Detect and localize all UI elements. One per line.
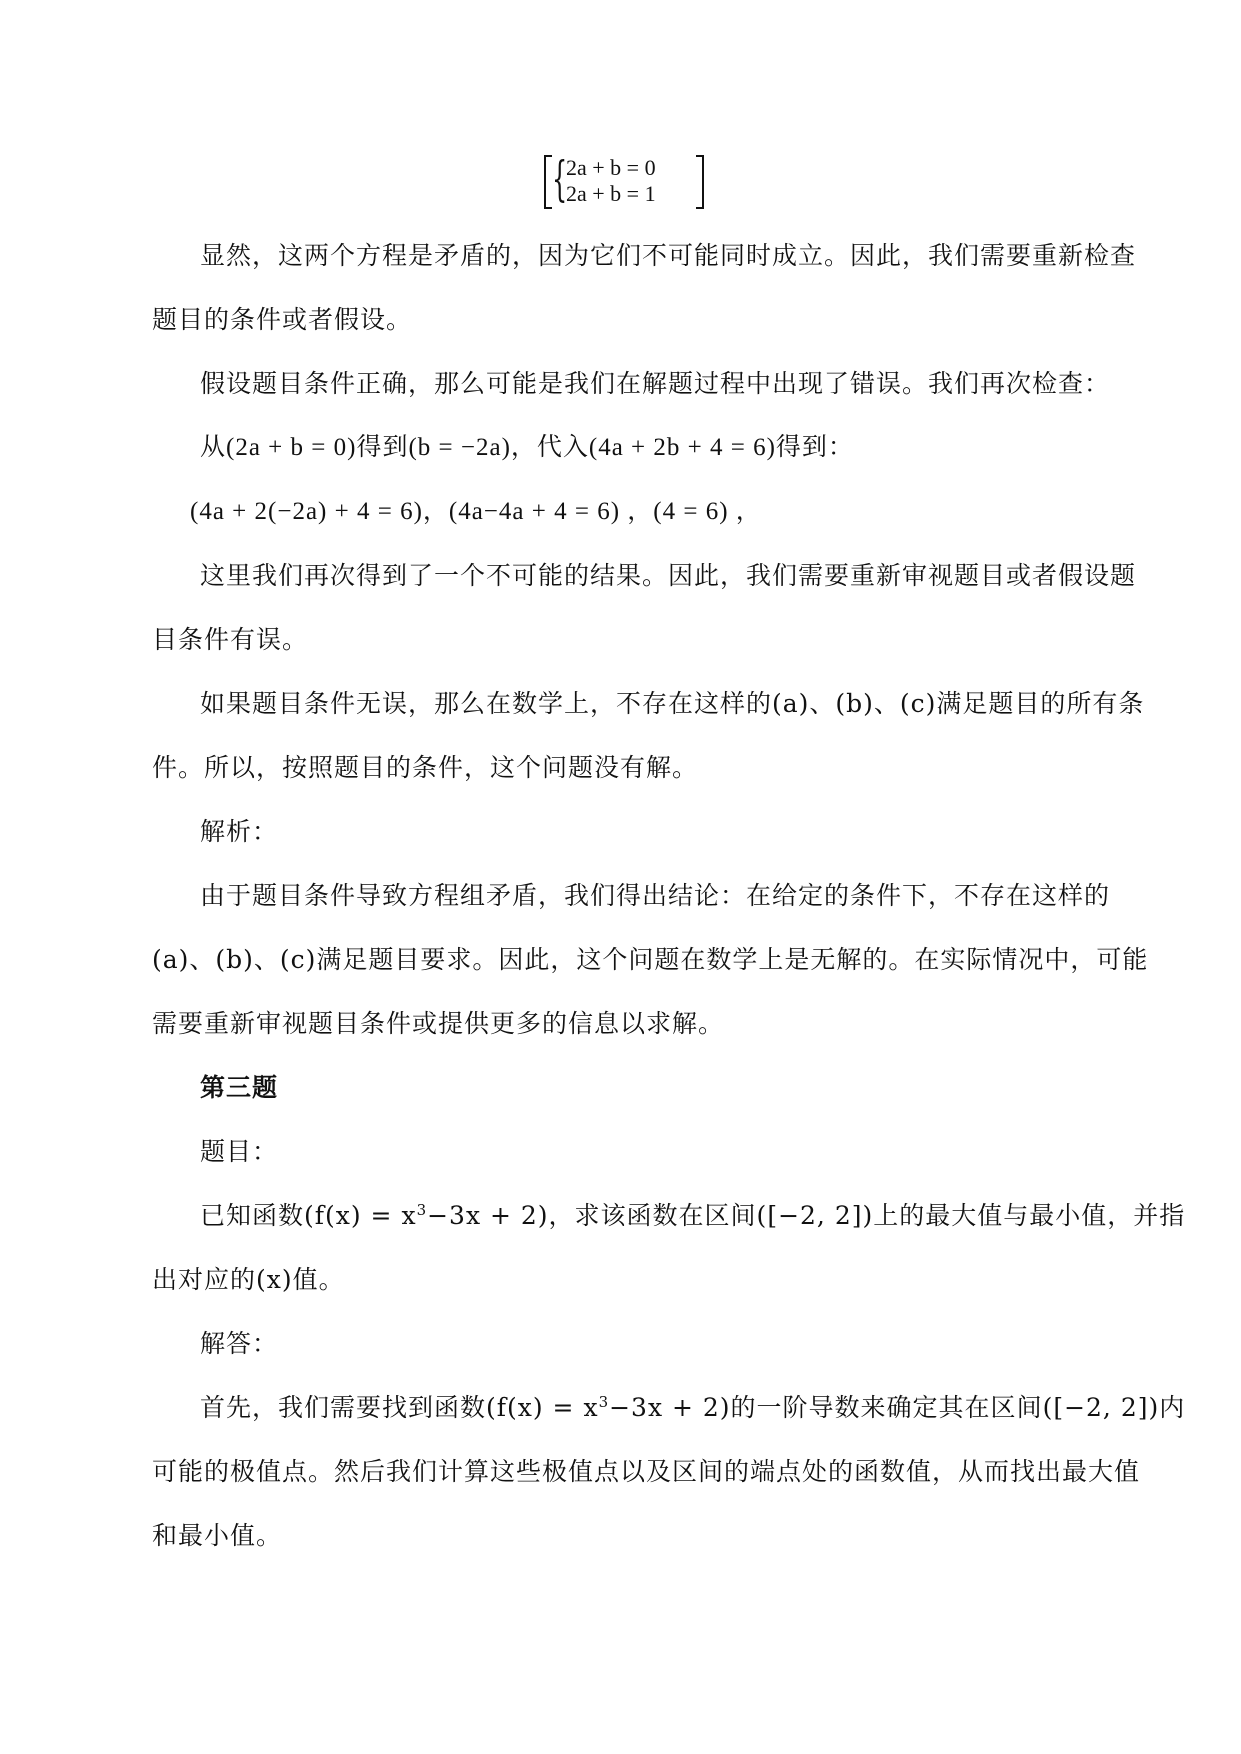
paragraph-3: 从(2a + b = 0)得到(b = −2a)，代入(4a + 2b + 4 = 6)得到：: [200, 434, 854, 461]
paragraph-8-line-3: 需要重新审视题目条件或提供更多的信息以求解。: [152, 1009, 725, 1038]
paragraph-5-line-1: 这里我们再次得到了一个不可能的结果。因此，我们需要重新审视题目或者假设题: [200, 561, 1137, 590]
paragraph-5-line-2: 目条件有误。: [152, 625, 309, 654]
section-heading: 第三题: [200, 1073, 279, 1102]
question-label: 题目：: [200, 1137, 279, 1166]
question-text-line-2: 出对应的(x)值。: [152, 1265, 345, 1294]
right-bracket: [696, 155, 704, 209]
paragraph-6-line-2: 件。所以，按照题目的条件，这个问题没有解。: [152, 753, 699, 782]
equation-system: [544, 151, 704, 207]
answer-label: 解答：: [200, 1329, 279, 1358]
paragraph-6-line-1: 如果题目条件无误，那么在数学上，不存在这样的(a)、(b)、(c)满足题目的所有条: [200, 689, 1145, 718]
paragraph-8-line-2: (a)、(b)、(c)满足题目要求。因此，这个问题在数学上是无解的。在实际情况中，可能: [152, 945, 1149, 974]
answer-text-post: −3x + 2)的一阶导数来确定其在区间([−2, 2])内: [609, 1393, 1186, 1422]
paragraph-2: 假设题目条件正确，那么可能是我们在解题过程中出现了错误。我们再次检查：: [200, 369, 1111, 398]
answer-text-line-2: 可能的极值点。然后我们计算这些极值点以及区间的端点处的函数值，从而找出最大值: [152, 1457, 1141, 1486]
left-bracket: [544, 155, 552, 209]
left-brace: {: [552, 151, 568, 207]
exponent: 3: [416, 1201, 428, 1219]
exponent: 3: [598, 1393, 610, 1411]
question-text-pre: 已知函数(f(x) = x: [200, 1201, 417, 1230]
paragraph-8-line-1: 由于题目条件导致方程组矛盾，我们得出结论：在给定的条件下，不存在这样的: [200, 881, 1111, 910]
analysis-label: 解析：: [200, 817, 279, 846]
paragraph-1-line-2: 题目的条件或者假设。: [152, 305, 413, 334]
question-text-post: −3x + 2)，求该函数在区间([−2, 2])上的最大值与最小值，并指: [427, 1201, 1186, 1230]
answer-text-pre: 首先，我们需要找到函数(f(x) = x: [200, 1393, 599, 1422]
equation-1: 2a + b = 0: [566, 155, 656, 180]
question-text-line-1: [200, 1198, 1186, 1234]
answer-text-line-3: 和最小值。: [152, 1521, 283, 1550]
paragraph-1-line-1: 显然，这两个方程是矛盾的，因为它们不可能同时成立。因此，我们需要重新检查: [200, 241, 1137, 270]
paragraph-4: (4a + 2(−2a) + 4 = 6)，(4a−4a + 4 = 6) ，(4 = 6) ，: [190, 498, 762, 525]
answer-text-line-1: [200, 1390, 1186, 1426]
equation-2: 2a + b = 1: [566, 181, 656, 206]
